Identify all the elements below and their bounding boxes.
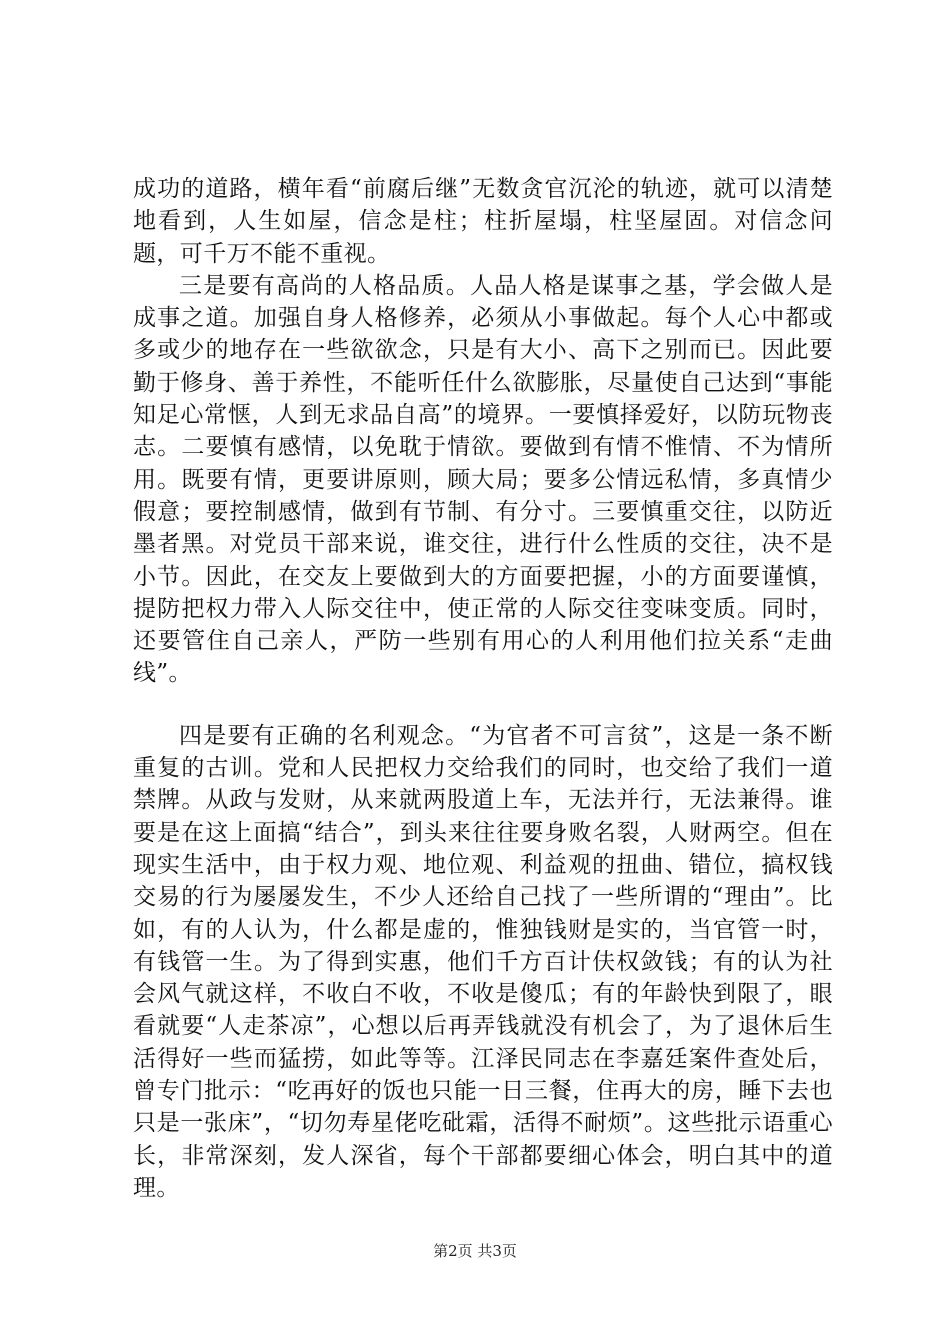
page-number-footer: 第2页 共3页 (433, 1242, 517, 1260)
document-body (133, 173, 833, 1204)
paragraph-personal-character: 三是要有高尚的人格品质。人品人格是谋事之基，学会做人是成事之道。加强自身人格修养，必须从小事做起。每个人心中都或多或少的地存在一些欲欲念，只是有大小、高下之别而已。因此要勤于修身、善于养性，不能听任什么欲膨胀，尽量使自己达到“事能知足心常惬，人到无求品自高”的境界。一要慎择爱好，以防玩物丧志。二要慎有感情，以免耽于情欲。要做到有情不惟情、不为情所用。既要有情，更要讲原则，顾大局；要多公情远私情，多真情少假意；要控制感情，做到有节制、有分寸。三要慎重交往，以防近墨者黑。对党员干部来说，谁交往，进行什么性质的交往，决不是小节。因此，在交友上要做到大的方面要把握，小的方面要谨慎，提防把权力带入人际交往中，使正常的人际交往变味变质。同时，还要管住自己亲人，严防一些别有用心的人利用他们拉关系“走曲线”。 (133, 272, 833, 687)
paragraph-spacer (133, 690, 833, 720)
paragraph-continuation: 成功的道路，横年看“前腐后继”无数贪官沉沦的轨迹，就可以清楚地看到，人生如屋，信念是柱；柱折屋塌，柱坚屋固。对信念问题，可千万不能不重视。 (133, 176, 833, 267)
paragraph-fame-and-wealth: 四是要有正确的名利观念。“为官者不可言贫”，这是一条不断重复的古训。党和人民把权力交给我们的同时，也交给了我们一道禁牌。从政与发财，从来就两股道上车，无法并行，无法兼得。谁要是在这上面搞“结合”，到头来往往要身败名裂，人财两空。但在现实生活中，由于权力观、地位观、利益观的扭曲、错位，搞权钱交易的行为屡屡发生，不少人还给自己找了一些所谓的“理由”。比如，有的人认为，什么都是虚的，惟独钱财是实的，当官管一时，有钱管一生。为了得到实惠，他们千方百计伕权敛钱；有的认为社会风气就这样，不收白不收，不收是傻瓜；有的年龄快到限了，眼看就要“人走茶凉”，心想以后再弄钱就没有机会了，为了退休后生活得好一些而猛捞，如此等等。江泽民同志在李嘉廷案件查处后，曾专门批示：“吃再好的饭也只能一日三餐，住再大的房，睡下去也只是一张床”，“切勿寿星佬吃砒霜，活得不耐烦”。这些批示语重心长，非常深刻，发人深省，每个干部都要细心体会，明白其中的道理。 (133, 722, 833, 1201)
